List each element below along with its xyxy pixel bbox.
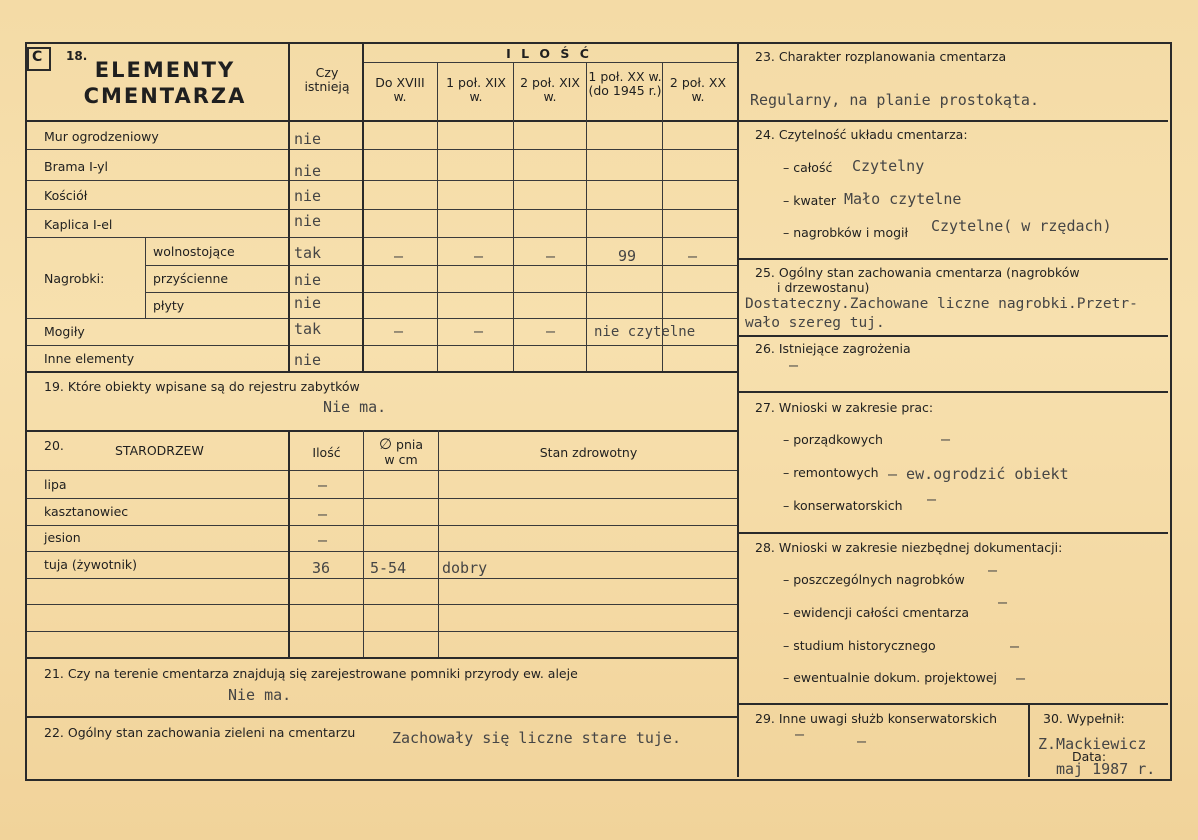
q22-answer: Zachowały się liczne stare tuje. — [392, 729, 681, 747]
col-czy-istnieje: Czy istnieją — [304, 65, 350, 95]
row-label: wolnostojące — [153, 244, 235, 259]
exists-value: tak — [294, 244, 322, 262]
phi-symbol: ∅ — [378, 435, 393, 453]
q28-d-answer: – — [1016, 669, 1026, 687]
q22-label: 22. Ogólny stan zachowania zieleni na cmentarzu — [44, 725, 356, 740]
rule — [145, 265, 737, 266]
q29-label: 29. Inne uwagi służb konserwatorskich — [755, 711, 997, 726]
exists-value: nie — [294, 212, 322, 230]
q20-number: 20. — [44, 438, 64, 453]
qty-value: – — [474, 247, 484, 265]
rule — [27, 498, 737, 499]
q24-nagrobkow-label: – nagrobków i mogił — [783, 225, 909, 240]
section-18-number: 18. — [66, 49, 88, 63]
row-label: Inne elementy — [44, 351, 135, 366]
q25-answer-1: Dostateczny.Zachowane liczne nagrobki.Przetr- — [745, 296, 1138, 312]
q24-calosc-label: – całość — [783, 160, 833, 175]
q28-b-label: – ewidencji całości cmentarza — [783, 605, 970, 620]
exists-value: nie — [294, 351, 322, 369]
rule — [27, 120, 737, 122]
q24-kwater-label: – kwater — [783, 193, 837, 208]
rule — [27, 525, 737, 526]
rule — [737, 703, 1168, 705]
rule — [737, 335, 1168, 337]
row-label: przyścienne — [153, 271, 229, 286]
rule — [27, 716, 737, 718]
q27-porz-label: – porządkowych — [783, 432, 883, 447]
q28-c-label: – studium historycznego — [783, 638, 936, 653]
exists-value: nie — [294, 162, 322, 180]
section-18-title-1: ELEMENTY — [94, 58, 236, 82]
q21-answer: Nie ma. — [228, 686, 292, 704]
q21-label: 21. Czy na terenie cmentarza znajdują się zarejestrowane pomniki przyrody ew. aleje — [44, 666, 578, 681]
rule — [737, 44, 739, 777]
q24-label: 24. Czytelność układu cmentarza: — [755, 127, 968, 142]
col-1pol-xx: 1 poł. XX w. (do 1945 r.) — [588, 69, 662, 99]
rule — [737, 532, 1168, 534]
exists-value: nie — [294, 130, 322, 148]
exists-value: nie — [294, 294, 322, 312]
q30-label: 30. Wypełnił: — [1043, 711, 1125, 726]
rule — [438, 430, 439, 657]
q27-kons-answer: – — [927, 490, 937, 508]
rule — [27, 470, 737, 471]
q23-label: 23. Charakter rozplanowania cmentarza — [755, 49, 1007, 64]
tree-health: dobry — [442, 559, 488, 577]
q20-title: STARODRZEW — [115, 443, 204, 458]
row-label: Kaplica I-el — [44, 217, 113, 232]
section-c-code: C — [32, 49, 43, 65]
rule — [27, 578, 737, 579]
q28-d-label: – ewentualnie dokum. projektowej — [783, 670, 998, 685]
rule — [27, 345, 737, 346]
q24-kwater-answer: Mało czytelne — [844, 190, 962, 208]
exists-value: nie — [294, 187, 322, 205]
rule — [27, 318, 737, 319]
rule — [513, 62, 514, 371]
q30-name: Z.Mackiewicz — [1038, 735, 1147, 753]
exists-value: tak — [294, 320, 322, 338]
q27-rem-answer: – ew.ogrodzić obiekt — [888, 465, 1069, 483]
rule — [27, 604, 737, 605]
q28-a-answer: – — [988, 561, 998, 579]
tree-diameter: 5-54 — [370, 559, 407, 577]
rule — [145, 237, 146, 318]
rule — [27, 237, 737, 238]
row-label: płyty — [153, 298, 185, 313]
q30-date-label: Data: — [1072, 749, 1107, 764]
rule — [27, 209, 737, 210]
q20-col-pnia: pnia — [396, 437, 424, 452]
q30-date: maj 1987 r. — [1056, 760, 1156, 778]
q20-col-ilosc: Ilość — [312, 445, 341, 460]
rule — [586, 62, 587, 371]
qty-value: – — [546, 322, 556, 340]
q27-porz-answer: – — [941, 430, 951, 448]
q26-answer: – — [789, 356, 799, 374]
qty-value: 99 — [618, 247, 637, 265]
rule — [27, 371, 737, 373]
q20-col-cm: w cm — [384, 452, 418, 467]
row-label: Mur ogrodzeniowy — [44, 129, 159, 144]
tree-name: jesion — [44, 530, 81, 545]
exists-value: nie — [294, 271, 322, 289]
q25-label: 25. Ogólny stan zachowania cmentarza (nagrobków — [755, 265, 1080, 280]
tree-qty: – — [318, 531, 328, 549]
q25-label-2: i drzewostanu) — [777, 280, 870, 295]
rule — [364, 62, 737, 63]
tree-name: tuja (żywotnik) — [44, 557, 138, 572]
rule — [288, 44, 290, 371]
rule — [145, 292, 737, 293]
q19-answer: Nie ma. — [323, 398, 387, 416]
rule — [27, 551, 737, 552]
col-2pol-xix: 2 poł. XIX w. — [520, 75, 580, 105]
q28-a-label: – poszczególnych nagrobków — [783, 572, 965, 587]
tree-name: lipa — [44, 477, 67, 492]
tree-qty: – — [318, 476, 328, 494]
col-1pol-xix: 1 poł. XIX w. — [446, 75, 506, 105]
rule — [437, 62, 438, 371]
q24-nagrobkow-answer: Czytelne( w rzędach) — [931, 217, 1112, 235]
q19-label: 19. Które obiekty wpisane są do rejestru zabytków — [44, 379, 360, 394]
row-label: Brama I-yl — [44, 159, 109, 174]
q24-calosc-answer: Czytelny — [852, 157, 925, 175]
rule — [362, 44, 364, 371]
tree-name: kasztanowiec — [44, 504, 129, 519]
qty-value: – — [546, 247, 556, 265]
rule — [27, 180, 737, 181]
q25-answer-2: wało szereg tuj. — [745, 315, 885, 331]
col-do-xviii: Do XVIII w. — [375, 75, 425, 105]
rule — [27, 657, 737, 659]
q28-b-answer: – — [998, 593, 1008, 611]
tree-qty: 36 — [312, 559, 331, 577]
q28-c-answer: – — [1010, 637, 1020, 655]
q20-col-phi — [364, 436, 438, 453]
qty-value: nie czytelne — [594, 324, 696, 340]
q27-label: 27. Wnioski w zakresie prac: — [755, 400, 934, 415]
rule — [27, 149, 737, 150]
rule — [1028, 703, 1030, 777]
qty-value: – — [394, 322, 404, 340]
section-18-title-2: CMENTARZA — [83, 84, 247, 108]
row-group-label: Nagrobki: — [44, 271, 105, 286]
q23-answer: Regularny, na planie prostokąta. — [750, 91, 1039, 109]
qty-value: – — [474, 322, 484, 340]
row-label: Kościół — [44, 188, 88, 203]
qty-value: – — [688, 247, 698, 265]
col-ilosc-header: I L O Ś Ć — [506, 46, 592, 61]
q20-col-stan: Stan zdrowotny — [539, 445, 638, 460]
q29-answer-1: – — [795, 725, 805, 743]
q26-label: 26. Istniejące zagrożenia — [755, 341, 911, 356]
rule — [27, 631, 737, 632]
q29-answer-2: – — [857, 732, 867, 750]
q27-kons-label: – konserwatorskich — [783, 498, 903, 513]
tree-qty: – — [318, 505, 328, 523]
q28-label: 28. Wnioski w zakresie niezbędnej dokumentacji: — [755, 540, 1063, 555]
rule — [27, 430, 737, 432]
rule — [737, 120, 1168, 122]
qty-value: – — [394, 247, 404, 265]
rule — [737, 258, 1168, 260]
rule — [288, 430, 290, 657]
col-2pol-xx: 2 poł. XX w. — [669, 75, 727, 105]
row-label: Mogiły — [44, 324, 85, 339]
q27-rem-label: – remontowych — [783, 465, 879, 480]
rule — [737, 391, 1168, 393]
